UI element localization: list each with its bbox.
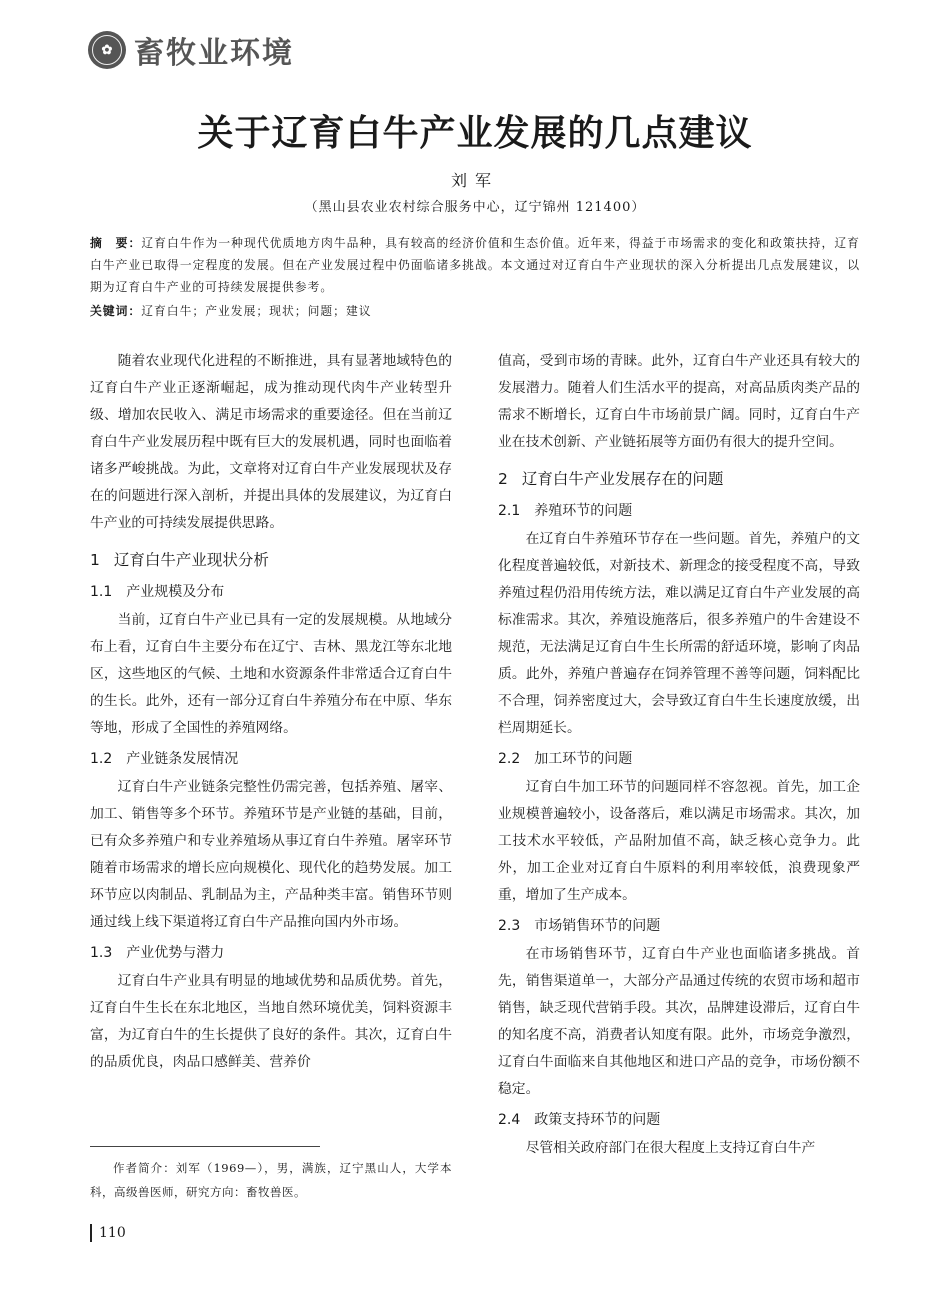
section-2-heading: 2 辽育白牛产业发展存在的问题 bbox=[498, 470, 724, 488]
section-2-3-heading: 2.3 市场销售环节的问题 bbox=[498, 918, 661, 934]
section-2-2-heading: 2.2 加工环节的问题 bbox=[498, 751, 633, 767]
section-2-1-text: 在辽育白牛养殖环节存在一些问题。首先，养殖户的文化程度普遍较低，对新技术、新理念的接受程度不高，导致养殖过程仍沿用传统方法，难以满足辽育白牛产业发展的高标准需求。其次，养殖设施落后，很多养殖户的牛舍建设不规范，无法满足辽育白牛生长所需的舒适环境，影响了肉品质。此外，养殖户普遍存在饲养管理不善等问题，饲料配比不合理，饲养密度过大，会导致辽育白牛生长速度放缓，出栏周期延长。 bbox=[498, 531, 860, 736]
keywords-label: 关键词： bbox=[90, 304, 142, 318]
page-number: 110 bbox=[90, 1224, 126, 1242]
journal-seal-icon: ✿ bbox=[88, 31, 126, 69]
section-2-2-text: 辽育白牛加工环节的问题同样不容忽视。首先，加工企业规模普遍较小，设备落后，难以满足市场需求。其次，加工技术水平较低，产品附加值不高，缺乏核心竞争力。此外，加工企业对辽育白牛原料的利用率较低，浪费现象严重，增加了生产成本。 bbox=[498, 779, 860, 903]
journal-name: 畜牧业环境 bbox=[134, 36, 294, 71]
left-column bbox=[90, 348, 452, 1076]
article-title: 关于辽育白牛产业发展的几点建议 bbox=[197, 113, 753, 154]
article-author: 刘军 bbox=[450, 171, 499, 190]
section-2-3-text: 在市场销售环节，辽育白牛产业也面临诸多挑战。首先，销售渠道单一，大部分产品通过传统的农贸市场和超市销售，缺乏现代营销手段。其次，品牌建设滞后，辽育白牛的知名度不高，消费者认知度有限。此外，市场竞争激烈，辽育白牛面临来自其他地区和进口产品的竞争，市场份额不稳定。 bbox=[498, 946, 860, 1097]
author-footnote: 作者简介：刘军（1969—），男，满族，辽宁黑山人，大学本科，高级兽医师，研究方向：畜牧兽医。 bbox=[90, 1161, 452, 1199]
right-column bbox=[498, 348, 860, 1162]
section-1-heading: 1 辽育白牛产业现状分析 bbox=[90, 551, 269, 569]
keywords bbox=[90, 300, 860, 322]
keywords-text: 辽育白牛；产业发展；现状；问题；建议 bbox=[141, 304, 372, 318]
section-2-4-heading: 2.4 政策支持环节的问题 bbox=[498, 1112, 661, 1128]
section-2-4-text: 尽管相关政府部门在很大程度上支持辽育白牛产 bbox=[525, 1140, 816, 1156]
abstract-label: 摘 要： bbox=[90, 236, 142, 250]
continued-paragraph: 值高，受到市场的青睐。此外，辽育白牛产业还具有较大的发展潜力。随着人们生活水平的提高，对高品质肉类产品的需求不断增长，辽育白牛市场前景广阔。同时，辽育白牛产业在技术创新、产业链拓展等方面仍有很大的提升空间。 bbox=[498, 353, 860, 450]
intro-paragraph: 随着农业现代化进程的不断推进，具有显著地域特色的辽育白牛产业正逐渐崛起，成为推动现代肉牛产业转型升级、增加农民收入、满足市场需求的重要途径。但在当前辽育白牛产业发展历程中既有巨大的发展机遇，同时也面临着诸多严峻挑战。为此，文章将对辽育白牛产业发展现状及存在的问题进行深入剖析，并提出具体的发展建议，为辽育白牛产业的可持续发展提供思路。 bbox=[90, 353, 452, 531]
section-1-3-text: 辽育白牛产业具有明显的地域优势和品质优势。首先，辽育白牛生长在东北地区，当地自然环境优美，饲料资源丰富，为辽育白牛的生长提供了良好的条件。其次，辽育白牛的品质优良，肉品口感鲜美、营养价 bbox=[90, 973, 452, 1070]
section-1-2-heading: 1.2 产业链条发展情况 bbox=[90, 751, 239, 767]
section-1-1-text: 当前，辽育白牛产业已具有一定的发展规模。从地域分布上看，辽育白牛主要分布在辽宁、吉林、黑龙江等东北地区，这些地区的气候、土地和水资源条件非常适合辽育白牛的生长。此外，还有一部分辽育白牛养殖分布在中原、华东等地，形成了全国性的养殖网络。 bbox=[90, 612, 452, 736]
section-1-2-text: 辽育白牛产业链条完整性仍需完善，包括养殖、屠宰、加工、销售等多个环节。养殖环节是产业链的基础，目前，已有众多养殖户和专业养殖场从事辽育白牛养殖。屠宰环节随着市场需求的增长应向规模化、现代化的趋势发展。加工环节应以肉制品、乳制品为主，产品种类丰富。销售环节则通过线上线下渠道将辽育白牛产品推向国内外市场。 bbox=[90, 779, 452, 930]
footnote-divider bbox=[90, 1146, 320, 1147]
section-1-3-heading: 1.3 产业优势与潜力 bbox=[90, 945, 225, 961]
section-1-1-heading: 1.1 产业规模及分布 bbox=[90, 584, 225, 600]
abstract bbox=[90, 232, 860, 298]
article-affiliation: （黑山县农业农村综合服务中心，辽宁锦州 121400） bbox=[304, 200, 646, 215]
abstract-text: 辽育白牛作为一种现代优质地方肉牛品种，具有较高的经济价值和生态价值。近年来，得益于市场需求的变化和政策扶持，辽育白牛产业已取得一定程度的发展。但在产业发展过程中仍面临诸多挑战。本文通过对辽育白牛产业现状的深入分析提出几点发展建议，以期为辽育白牛产业的可持续发展提供参考。 bbox=[90, 236, 860, 294]
section-2-1-heading: 2.1 养殖环节的问题 bbox=[498, 503, 633, 519]
journal-header bbox=[88, 28, 294, 72]
